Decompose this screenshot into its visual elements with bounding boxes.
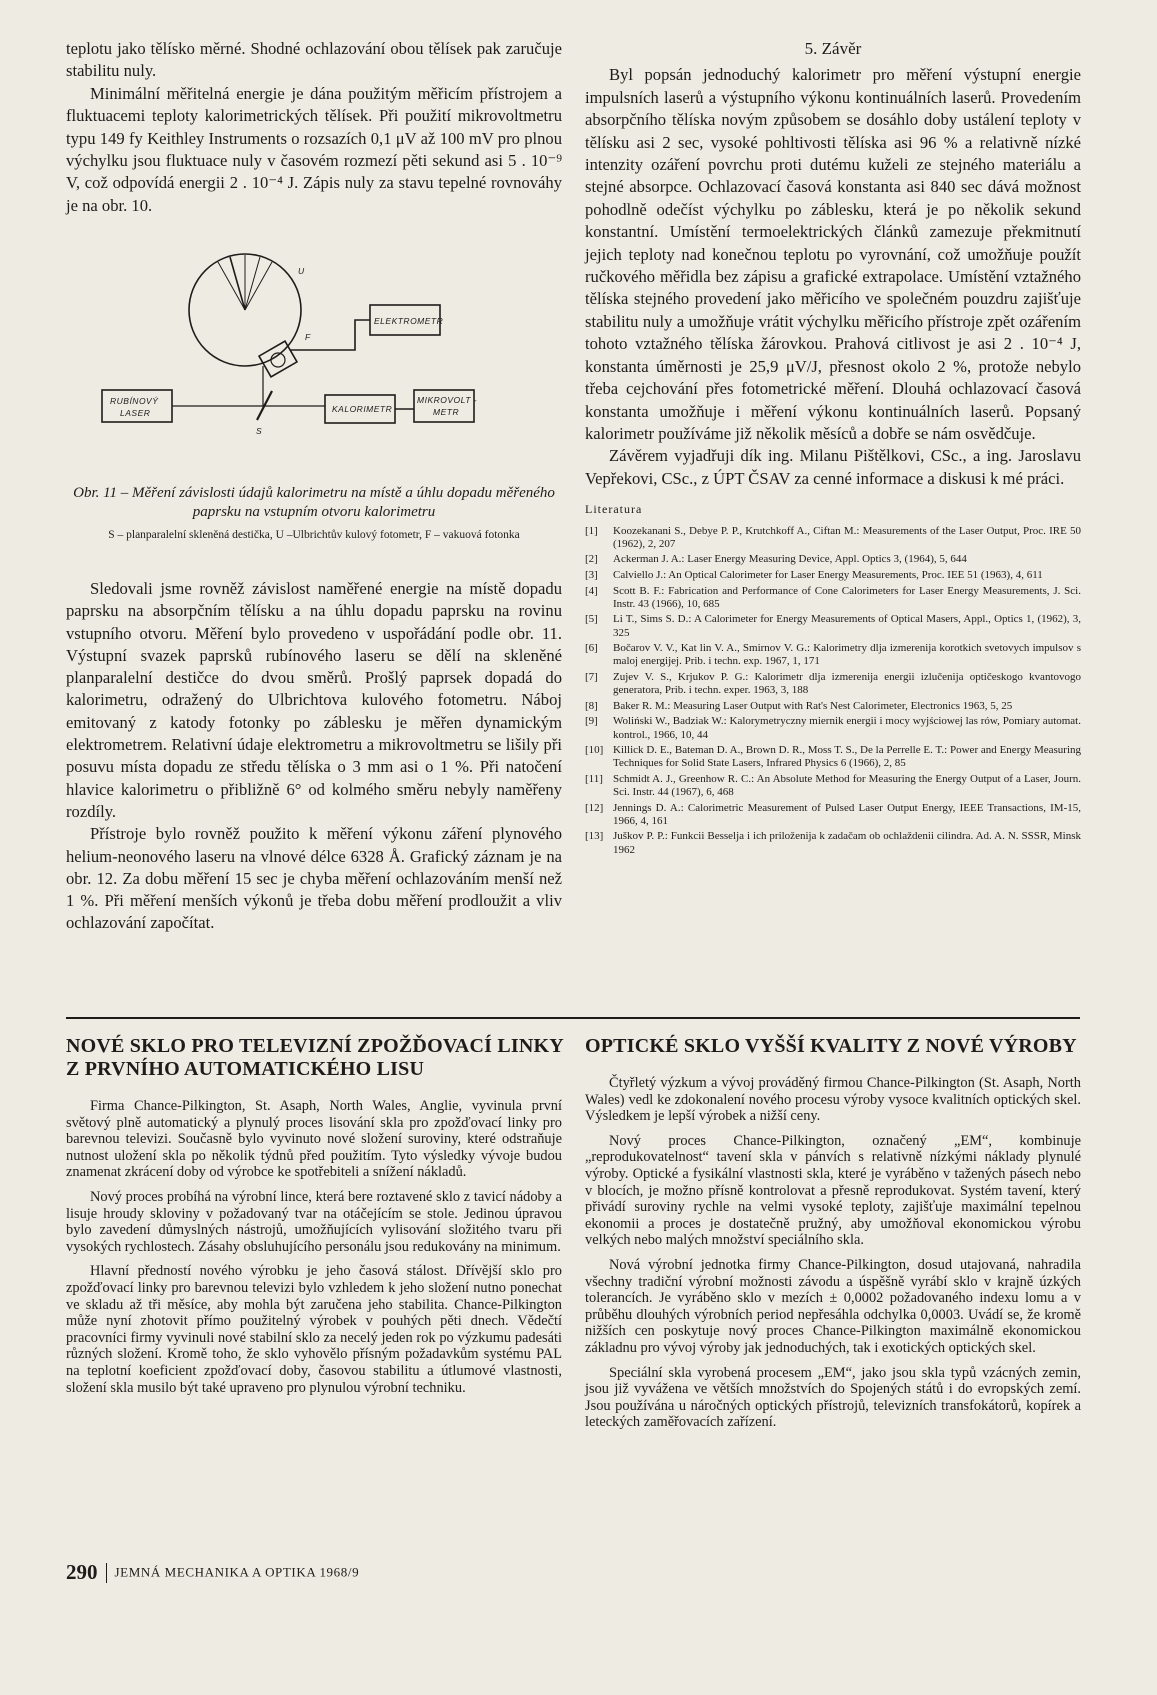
- paragraph: Minimální měřitelná energie je dána použitým měřicím přístrojem a fluktuacemi teploty kalorimetrických tělísek. Při použití mikrovoltmetru typu 149 fy Keithley Instruments o rozsazích 0,1 μV až 100 mV pro plnou výchylku jsou fluktuace nuly v časovém rozmezí pěti sekund asi 5 . 10⁻⁹ V, což odpovídá energii 2 . 10⁻⁴ J. Zápis nuly za stavu tepelné rovnováhy je na obr. 10.: [66, 83, 562, 215]
- reference-text: Calviello J.: An Optical Calorimeter for Laser Energy Measurements, Proc. IEE 51 (1963), 4, 611: [613, 568, 1043, 581]
- label-s: S: [256, 426, 263, 436]
- label-electrometer: ELEKTROMETR: [374, 316, 444, 326]
- reference-number: [5]: [585, 613, 598, 626]
- reference-number: [9]: [585, 715, 598, 728]
- reference-item: [585, 773, 1081, 799]
- label-ruby: RUBÍNOVÝ: [110, 396, 159, 406]
- paragraph: teplotu jako tělísko měrné. Shodné ochlazování obou tělísek pak zaručuje stabilitu nuly.: [66, 39, 562, 81]
- photocell-housing-shape: [259, 341, 297, 377]
- label-meter: METR: [433, 407, 460, 417]
- label-laser: LASER: [120, 408, 151, 418]
- label-f: F: [305, 332, 311, 342]
- label-u: U: [298, 266, 305, 276]
- reference-text: Ackerman J. A.: Laser Energy Measuring Device, Appl. Optics 3, (1964), 5, 644: [613, 553, 967, 566]
- caption-text: – Měření závislosti údajů kalorimetru na místě a úhlu dopadu měřeného paprsku na vstupním otvoru kalorimetru: [120, 485, 555, 520]
- paragraph: Nový proces Chance-Pilkington, označený „EM“, kombinuje „reprodukovatelnost“ tavení skla v pánvích s relativně nízkými náklady plynulé výroby. Optické a fysikální vlastnosti skla, které je vyráběno v tažených pásech nebo v blocích, je možno přísně kontrolovat a přesně reprodukovat. Systém tavení, který přivádí suroviny rychle na velmi vysoké teploty, zajišťuje maximální tepelnou ekonomii a proces je dostatečně pružný, aby umožňoval ekonomickou výrobu velkých nebo malých množství speciálního skla.: [585, 1132, 1081, 1249]
- caption-legend: S – planparalelní skleněná destička, U –Ulbrichtův kulový fotometr, F – vakuová fotonka: [108, 529, 520, 541]
- reference-number: [13]: [585, 830, 604, 843]
- caption-prefix: Obr. 11: [73, 485, 118, 501]
- left-column-top: [66, 38, 562, 217]
- paragraph: Hlavní předností nového výrobku je jeho časová stálost. Dřívější sklo pro zpožďovací linky pro barevnou televizi bylo vzhledem k jeho složení nutno ponechat ve skladu až tři měsíce, aby mohla být zaručena jeho stabilita. Chance-Pilkington může nyní zhotovit přímo použitelný výrobek v pouhých pěti dnech. Vědečtí pracovníci firmy vyvinuli nové stabilní sklo za necelý jeden rok po výzkumu padesáti různých složení. Kromě toho, že sklo vyhovělo přísným požadavkům systému PAL na teplotní koeficient zpožďovací doby, časovou stabilitu a útlumové vlastnosti, složení skla musilo být také upraveno pro plynulou výrobní techniku.: [66, 1263, 562, 1396]
- paragraph: Speciální skla vyrobená procesem „EM“, jako jsou skla typů vzácných zemin, jsou již vyvážena ve větších množstvích do Spojených států i do evropských zemí. Jsou používána u náročných optických přístrojů, televizních transfokátorů, kopírek a leteckých zaměřovacích zařízení.: [585, 1364, 1081, 1431]
- article-title-left: NOVÉ SKLO PRO TELEVIZNÍ ZPOŽĎOVACÍ LINKY Z PRVNÍHO AUTOMATICKÉHO LISU: [66, 1035, 564, 1080]
- paragraph: Čtyřletý výzkum a vývoj prováděný firmou Chance-Pilkington (St. Asaph, North Wales) vedl ke zdokonalení nového procesu výroby vysoce kvalitních optických skel. Výsledkem je lepší výrobek a nižší ceny.: [585, 1075, 1081, 1125]
- figure-caption: [66, 484, 562, 542]
- label-calorimeter: KALORIMETR: [332, 404, 393, 414]
- reference-text: Killick D. E., Bateman D. A., Brown D. R., Moss T. S., De la Perrelle E. T.: Power and Energy Measuring Techniques for Solid State Lasers, Infrared Physics 6 (1966), 2, 85: [613, 744, 1081, 770]
- reference-text: Bočarov V. V., Kat lin V. A., Smirnov V. G.: Kalorimetry dlja izmerenija korotkich svetovych impulsov s maloj energijej. Prib. i techn. exp. 1967, 1, 171: [613, 642, 1081, 668]
- section-divider: [66, 1017, 1080, 1019]
- literature-heading: Literatura: [585, 502, 643, 517]
- label-microvolt: MIKROVOLT -: [417, 395, 478, 405]
- reference-list: [585, 525, 1081, 857]
- section-heading: 5. Závěr: [804, 39, 862, 58]
- reference-number: [7]: [585, 670, 598, 683]
- reference-number: [3]: [585, 568, 598, 581]
- reference-text: Schmidt A. J., Greenhow R. C.: An Absolute Method for Measuring the Energy Output of a Laser, Journ. Sci. Instr. 44 (1967), 6, 468: [613, 772, 1081, 799]
- reference-text: Baker R. M.: Measuring Laser Output with Rat's Nest Calorimeter, Electronics 1963, 5, 25: [613, 699, 1013, 712]
- paragraph: Přístroje bylo rovněž použito k měření výkonu záření plynového helium-neonového laseru na vlnové délce 6328 Å. Grafický záznam je na obr. 12. Za dobu měření 15 sec je chyba měření ochlazováním menší než 1 %. Při měření menších výkonů je třeba dobu měření prodloužit a vliv ochlazování započítat.: [66, 824, 562, 933]
- reference-item: [585, 585, 1081, 611]
- left-column-bottom: [66, 578, 562, 935]
- article-body-left: [66, 1098, 562, 1404]
- paragraph: Sledovali jsme rovněž závislost naměřené energie na místě dopadu paprsku na absorpčním tělísku a na úhlu dopadu paprsku na rovinu vstupního otvoru. Měření bylo provedeno v uspořádání podle obr. 11. Výstupní svazek paprsků rubínového laseru se dělí na skleněné planparalelní destičce do dvou směrů. Prošlý paprsek dopadá do kalorimetru, odražený do Ulbrichtova kulového fotometru. Náboj emitovaný z katody fotonky po záblesku je měřen dynamickým elektrometrem. Relativní údaje elektrometru a mikrovoltmetru se lišily při posuvu místa dopadu ze středu tělíska o 3 mm asi o 1 %. Při natočení hlavice kalorimetru o přibližně 6° od kolmého směru nebyly naměřeny rozdíly.: [66, 579, 562, 821]
- article-title-right: OPTICKÉ SKLO VYŠŠÍ KVALITY Z NOVÉ VÝROBY: [585, 1035, 1077, 1057]
- reference-number: [4]: [585, 584, 598, 597]
- caption-main: [66, 484, 562, 522]
- reference-item: [585, 642, 1081, 668]
- reference-item: [585, 802, 1081, 828]
- reference-number: [1]: [585, 524, 598, 537]
- page-footer: [66, 1560, 359, 1585]
- reference-item: [585, 613, 1081, 639]
- reference-text: Koozekanani S., Debye P. P., Krutchkoff A., Ciftan M.: Measurements of the Laser Output, Proc. IRE 50 (1962), 2, 207: [613, 524, 1081, 550]
- reference-item: [585, 525, 1081, 551]
- paragraph: Byl popsán jednoduchý kalorimetr pro měření výstupní energie impulsních laserů a výstupního výkonu kontinuálních laserů. Provedením absorpčního tělíska novým způsobem se dosáhlo doby ustálení teploty v tělísku asi 2 sec, vysoké pohltivosti tělíska asi 96 % a relativně nízké intenzity ozáření povrchu proti dutému kuželi ze stejného materiálu a stejné absorpce. Ochlazovací časová konstanta asi 840 sec dává možnost pohodlně odečíst výchylku po záblesku, která je po několik sekund konstantní. Umístění termoelektrických článků zamezuje překmitnutí jejich teploty nad konečnou teplotu po vyrovnání, což umožňuje použít ručkového měřidla bez zápisu a grafické extrapolace. Umístění vztažného tělíska stejného provedení jako měřicího ve společném pouzdru zajišťuje stabilitu nuly a umožňuje vrátit výchylku měřicího přístroje zpět ozářením tohoto vztažného tělíska žárovkou. Prahová citlivost je asi 2 . 10⁻⁴ J, konstanta úměrnosti je 25,9 μV/J, přesnost okolo 2 %, protože nebylo třeba cejchování přes fotometrické měření. Dlouhá ochlazovací časová konstanta umožňuje i měření výkonu kontinuálních laserů. Popsaný kalorimetr používáme již několik měsíců a dobře se nám osvědčuje.: [585, 65, 1081, 443]
- reference-number: [2]: [585, 553, 598, 566]
- page-number: 290: [66, 1560, 98, 1584]
- reference-item: [585, 671, 1081, 697]
- reference-text: Juškov P. P.: Funkcii Besselja i ich priloženija k zadačam ob ochlaždenii cilindra. Ad. A. N. SSSR, Minsk 1962: [613, 830, 1081, 856]
- paragraph: Nový proces probíhá na výrobní lince, která bere roztavené sklo z tavicí nádoby a lisuje hroudy skloviny v požadovaný tvar na otáčejícím se stole. Jedinou úpravou bylo zavedení důmyslných nástrojů, umožňujících vylisování složitého tvaru při vysokých rychlostech. Zásahy obsluhujícího personálu jsou redukovány na minimum.: [66, 1188, 562, 1255]
- reference-text: Jennings D. A.: Calorimetric Measurement of Pulsed Laser Output Energy, IEEE Transactions, IM-15, 1966, 4, 161: [613, 801, 1081, 827]
- figure-11-diagram: [100, 250, 540, 480]
- reference-item: [585, 700, 1081, 713]
- reference-text: Woliński W., Badziak W.: Kalorymetryczny miernik energii i mocy wyjściowej las rów, Pomiary automat. kontrol., 1966, 10, 44: [613, 715, 1081, 741]
- paragraph: Firma Chance-Pilkington, St. Asaph, North Wales, Anglie, vyvinula první světový plně automatický a plynulý proces lisování skla pro zpožďovací linky pro barevnou televizi. Současně bylo vyvinuto nové složení suroviny, které odstraňuje nutnost uložení skla po několik týdnů před použitím. Tyto výsledky vývoje budou znamenat zkrácení doby od výrobce ke spotřebiteli a snížení nákladů.: [66, 1098, 562, 1181]
- journal-name: JEMNÁ MECHANIKA A OPTIKA 1968/9: [114, 1564, 360, 1580]
- reference-number: [6]: [585, 642, 598, 655]
- reference-item: [585, 830, 1081, 856]
- right-column-top: [585, 38, 1081, 859]
- reference-item: [585, 744, 1081, 770]
- reference-number: [10]: [585, 744, 604, 757]
- paragraph: Závěrem vyjadřuji dík ing. Milanu Pištělkovi, CSc., a ing. Jaroslavu Vepřekovi, CSc., z ÚPT ČSAV za cenné informace a diskusi k mé práci.: [585, 446, 1081, 488]
- reference-text: Zujev V. S., Krjukov P. G.: Kalorimetr dlja izmerenija energii izlučenija optičeskogo kvantovogo generatora, Prib. i techn. exper. 1963, 3, 188: [613, 670, 1081, 697]
- measurement-setup-diagram: [100, 250, 540, 480]
- reference-number: [11]: [585, 772, 603, 785]
- reference-text: Li T., Sims S. D.: A Calorimeter for Energy Measurements of Optical Masers, Appl., Optics 1, (1962), 3, 325: [613, 613, 1081, 639]
- reference-text: Scott B. F.: Fabrication and Performance of Cone Calorimeters for Laser Energy Measurements, J. Sci. Instr. 43 (1966), 10, 685: [613, 584, 1081, 610]
- reference-item: [585, 553, 1081, 566]
- reference-item: [585, 569, 1081, 582]
- paragraph: Nová výrobní jednotka firmy Chance-Pilkington, dosud utajovaná, nahradila všechny tradiční výrobní možnosti závodu a úspěšně vyrábí sklo v krajně úzkých tolerancích. Je vyráběno sklo v mezích ± 0,0002 požadovaného indexu lomu a v průběhu dlouhých výrobních period nepřesáhla odchylka 0,0003. Uvádí se, že kromě nižších cen poskytuje nový proces Chance-Pilkington maximálně ekonomickou základnu pro vývoj výroby jak jednoduchých, tak i exotických optických skel.: [585, 1256, 1081, 1356]
- article-body-right: [585, 1075, 1081, 1439]
- footer-separator: [106, 1563, 107, 1583]
- reference-number: [8]: [585, 699, 598, 712]
- reference-number: [12]: [585, 801, 604, 814]
- reference-item: [585, 715, 1081, 741]
